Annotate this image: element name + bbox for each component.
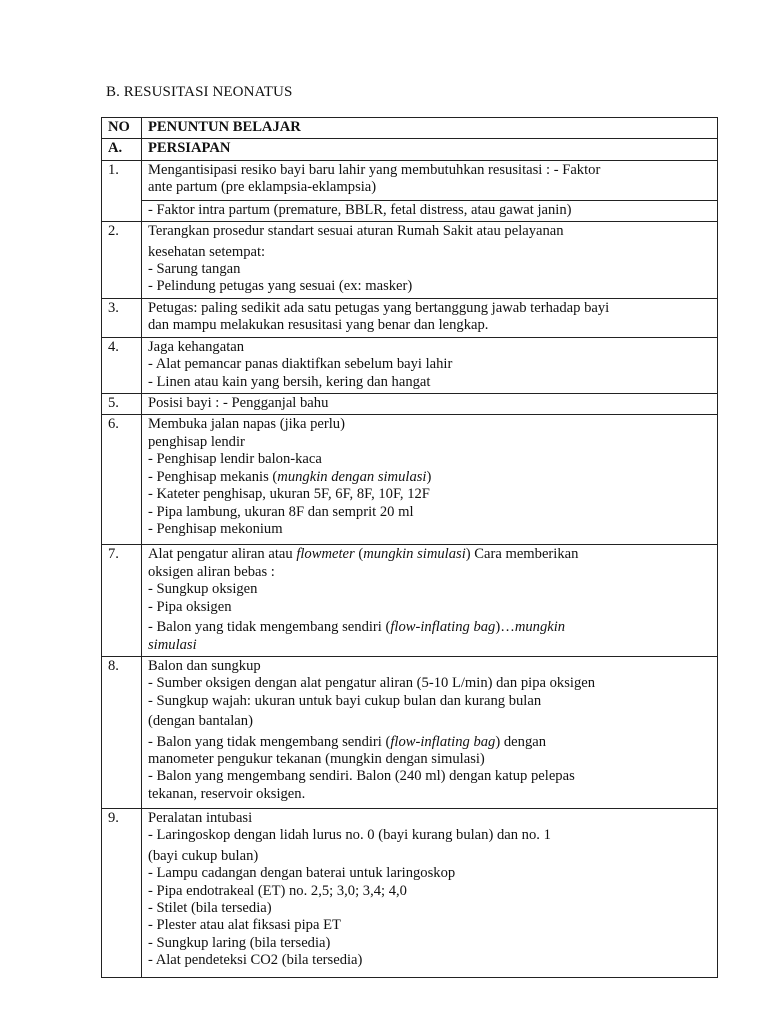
row-text: kesehatan setempat: [148, 243, 266, 260]
row-number: 8. [102, 656, 142, 808]
row-text: dan mampu melakukan resusitasi yang benar dan lengkap. [148, 317, 489, 334]
row-content [142, 337, 718, 393]
row-content [142, 808, 718, 977]
header-guide: PENUNTUN BELAJAR [142, 118, 718, 139]
row-text: - Sarung tangan [148, 261, 241, 278]
row-text: - Penghisap lendir balon-kaca [148, 451, 322, 468]
table-header-row [102, 118, 718, 139]
row-text: Balon dan sungkup [148, 657, 261, 674]
row-text: - Balon yang tidak mengembang sendiri (flow-inflating bag) dengan [148, 733, 547, 750]
row-content [142, 545, 718, 656]
row-text: Posisi bayi : - Pengganjal bahu [148, 395, 329, 412]
row-number: 3. [102, 298, 142, 337]
row-text: - Lampu cadangan dengan baterai untuk laringoskop [148, 865, 456, 882]
row-content [142, 656, 718, 808]
row-text: ante partum (pre eklampsia-eklampsia) [148, 179, 377, 196]
row-text: - Faktor intra partum (premature, BBLR, fetal distress, atau gawat janin) [148, 201, 572, 218]
row-text: Terangkan prosedur standart sesuai aturan Rumah Sakit atau pelayanan [148, 223, 564, 240]
row-text: - Penghisap mekanis (mungkin dengan simulasi) [148, 468, 432, 485]
row-text: - Plester atau alat fiksasi pipa ET [148, 917, 341, 934]
row-text: tekanan, reservoir oksigen. [148, 785, 306, 802]
row-number: 2. [102, 222, 142, 299]
section-heading: B. RESUSITASI NEONATUS [106, 84, 293, 100]
row-number: 4. [102, 337, 142, 393]
row-text: (dengan bantalan) [148, 713, 253, 730]
row-text: simulasi [148, 636, 197, 653]
header-no: NO [102, 118, 142, 139]
section-title: PERSIAPAN [142, 139, 718, 160]
table-row [102, 808, 718, 977]
row-text: Jaga kehangatan [148, 338, 245, 355]
row-text: - Stilet (bila tersedia) [148, 899, 272, 916]
row-text: Peralatan intubasi [148, 809, 253, 826]
row-text: - Pipa endotrakeal (ET) no. 2,5; 3,0; 3,4; 4,0 [148, 882, 407, 899]
row-text: - Pipa oksigen [148, 598, 232, 615]
row-text: Membuka jalan napas (jika perlu) [148, 416, 345, 433]
row-text: - Sumber oksigen dengan alat pengatur aliran (5-10 L/min) dan pipa oksigen [148, 675, 596, 692]
row-text: oksigen aliran bebas : [148, 563, 275, 580]
table-row [102, 545, 718, 656]
row-text: Alat pengatur aliran atau flowmeter (mungkin simulasi) Cara memberikan [148, 546, 579, 563]
row-content [142, 200, 718, 221]
row-text: - Linen atau kain yang bersih, kering dan hangat [148, 373, 431, 390]
table-row [102, 656, 718, 808]
row-text: - Pipa lambung, ukuran 8F dan semprit 20 ml [148, 503, 414, 520]
row-text: Petugas: paling sedikit ada satu petugas yang bertanggung jawab terhadap bayi [148, 299, 610, 316]
row-text: (bayi cukup bulan) [148, 847, 259, 864]
row-content [142, 298, 718, 337]
row-text: - Balon yang mengembang sendiri. Balon (240 ml) dengan katup pelepas [148, 768, 575, 785]
row-text: - Balon yang tidak mengembang sendiri (flow-inflating bag)…mungkin [148, 619, 566, 636]
row-content [142, 222, 718, 299]
row-text: Mengantisipasi resiko bayi baru lahir yang membutuhkan resusitasi : - Faktor [148, 161, 601, 178]
row-text: - Sungkup oksigen [148, 581, 258, 598]
row-text: - Sungkup wajah: ukuran untuk bayi cukup bulan dan kurang bulan [148, 692, 542, 709]
row-number: 1. [102, 160, 142, 221]
section-row [102, 139, 718, 160]
row-number: 6. [102, 415, 142, 545]
row-number: 7. [102, 545, 142, 656]
row-content [142, 415, 718, 545]
row-content [142, 394, 718, 415]
row-text: - Alat pemancar panas diaktifkan sebelum bayi lahir [148, 356, 453, 373]
row-text: - Kateter penghisap, ukuran 5F, 6F, 8F, 10F, 12F [148, 486, 430, 503]
table-row [102, 160, 718, 200]
learning-guide-table [101, 117, 718, 978]
table-row [102, 298, 718, 337]
row-text: manometer pengukur tekanan (mungkin dengan simulasi) [148, 750, 485, 767]
row-number: 5. [102, 394, 142, 415]
table-row [102, 415, 718, 545]
table-row [102, 394, 718, 415]
row-content [142, 160, 718, 200]
row-text: - Alat pendeteksi CO2 (bila tersedia) [148, 952, 363, 969]
section-no: A. [102, 139, 142, 160]
row-number: 9. [102, 808, 142, 977]
row-text: - Penghisap mekonium [148, 520, 283, 537]
row-text: - Pelindung petugas yang sesuai (ex: masker) [148, 278, 413, 295]
row-text: penghisap lendir [148, 433, 245, 450]
table-row [102, 200, 718, 221]
table-row [102, 222, 718, 299]
row-text: - Laringoskop dengan lidah lurus no. 0 (bayi kurang bulan) dan no. 1 [148, 827, 551, 844]
row-text: - Sungkup laring (bila tersedia) [148, 934, 331, 951]
table-row [102, 337, 718, 393]
